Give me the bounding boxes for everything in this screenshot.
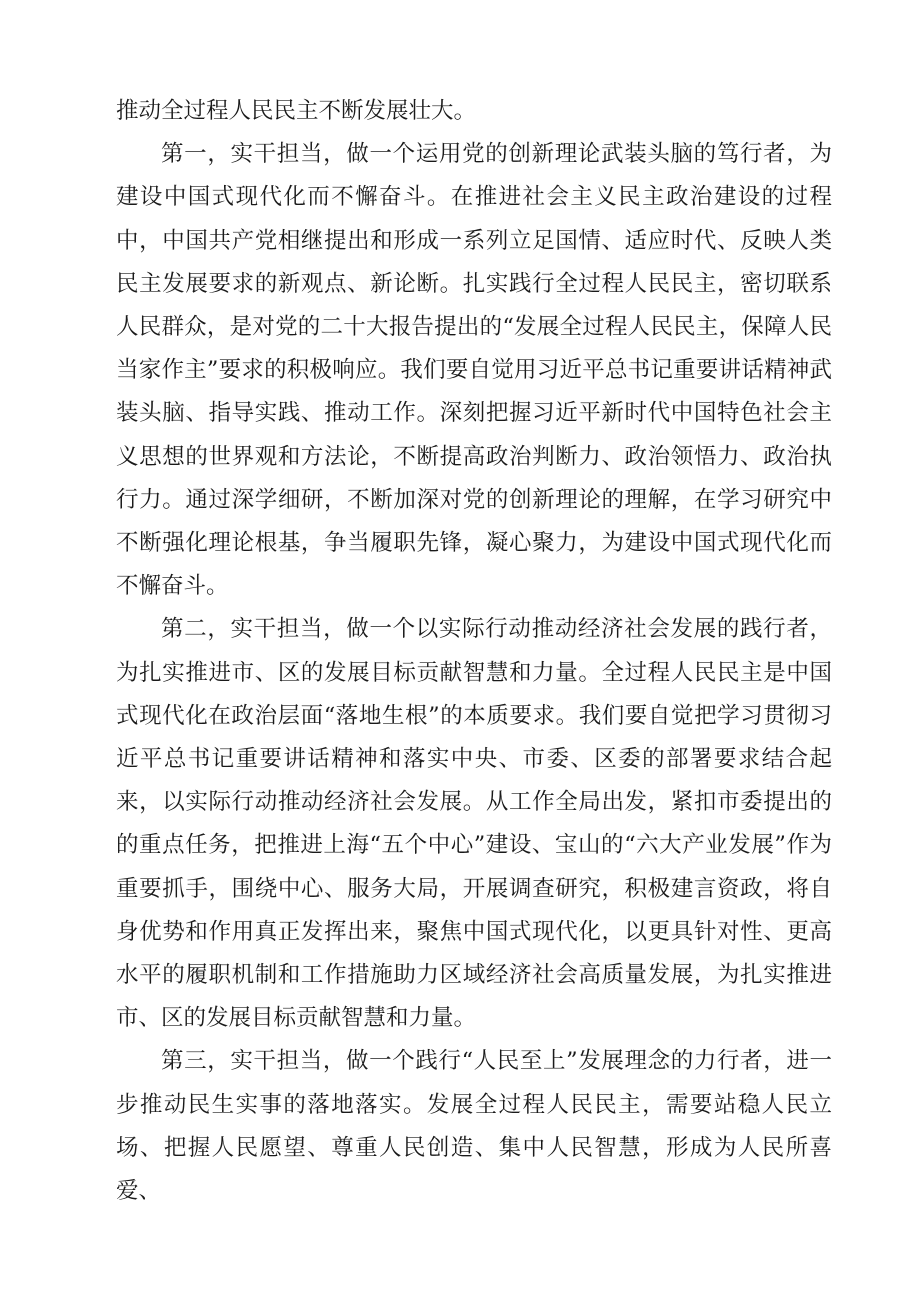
paragraph-first-point: 第一，实干担当，做一个运用党的创新理论武装头脑的笃行者，为建设中国式现代化而不懈奋斗。在推进社会主义民主政治建设的过程中，中国共产党相继提出和形成一系列立足国情、适应时代、反映人类民主发展要求的新观点、新论断。扎实践行全过程人民民主，密切联系人民群众，是对党的二十大报告提出的“发展全过程人民民主，保障人民当家作主”要求的积极响应。我们要自觉用习近平总书记重要讲话精神武装头脑、指导实践、推动工作。深刻把握习近平新时代中国特色社会主义思想的世界观和方法论，不断提高政治判断力、政治领悟力、政治执行力。通过深学细研，不断加深对党的创新理论的理解，在学习研究中不断强化理论根基，争当履职先锋，凝心聚力，为建设中国式现代化而不懈奋斗。 [116,141,832,600]
document-body [116,90,832,1213]
paragraph-continuation: 推动全过程人民民主不断发展壮大。 [116,98,477,124]
paragraph-second-point: 第二，实干担当，做一个以实际行动推动经济社会发展的践行者，为扎实推进市、区的发展目标贡献智慧和力量。全过程人民民主是中国式现代化在政治层面“落地生根”的本质要求。我们要自觉把学习贯彻习近平总书记重要讲话精神和落实中央、市委、区委的部署要求结合起来，以实际行动推动经济社会发展。从工作全局出发，紧扣市委提出的的重点任务，把推进上海“五个中心”建设、宝山的“六大产业发展”作为重要抓手，围绕中心、服务大局，开展调查研究，积极建言资政，将自身优势和作用真正发挥出来，聚焦中国式现代化，以更具针对性、更高水平的履职机制和工作措施助力区域经济社会高质量发展，为扎实推进市、区的发展目标贡献智慧和力量。 [116,616,832,1032]
paragraph-third-point: 第三，实干担当，做一个践行“人民至上”发展理念的力行者，进一步推动民生实事的落地落实。发展全过程人民民主，需要站稳人民立场、把握人民愿望、尊重人民创造、集中人民智慧，形成为人民所喜爱、 [116,1048,832,1205]
